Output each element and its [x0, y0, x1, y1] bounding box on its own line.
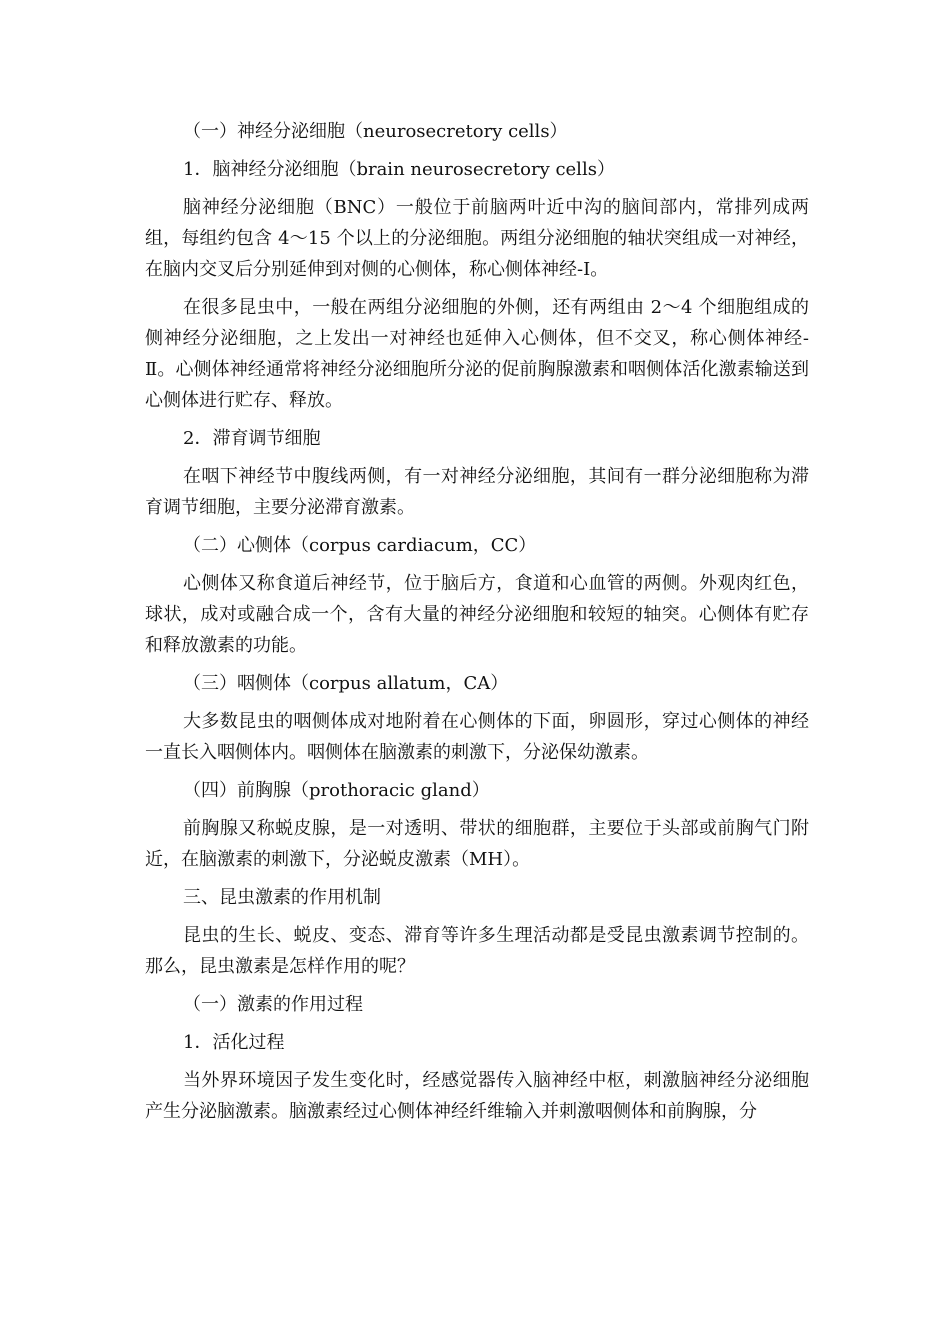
- body-paragraph: 大多数昆虫的咽侧体成对地附着在心侧体的下面，卵圆形，穿过心侧体的神经一直长入咽侧体内。咽侧体在脑激素的刺激下，分泌保幼激素。: [145, 711, 809, 763]
- subsection-heading: 1．脑神经分泌细胞（brain neurosecretory cells）: [183, 159, 615, 180]
- body-paragraph: 当外界环境因子发生变化时，经感觉器传入脑神经中枢，刺激脑神经分泌细胞产生分泌脑激素。脑激素经过心侧体神经纤维输入并刺激咽侧体和前胸腺，分: [145, 1070, 809, 1122]
- major-heading: 三、昆虫激素的作用机制: [183, 887, 381, 908]
- section-heading: （四）前胸腺（prothoracic gland）: [183, 780, 490, 801]
- subsection-heading: 1．活化过程: [183, 1032, 285, 1053]
- section-heading: （二）心侧体（corpus cardiacum，CC）: [183, 535, 537, 556]
- body-paragraph: 心侧体又称食道后神经节，位于脑后方，食道和心血管的两侧。外观肉红色，球状，成对或融合成一个，含有大量的神经分泌细胞和较短的轴突。心侧体有贮存和释放激素的功能。: [145, 573, 809, 656]
- body-paragraph: 前胸腺又称蜕皮腺，是一对透明、带状的细胞群，主要位于头部或前胸气门附近，在脑激素的刺激下，分泌蜕皮激素（MH）。: [145, 818, 809, 870]
- body-paragraph: 昆虫的生长、蜕皮、变态、滞育等许多生理活动都是受昆虫激素调节控制的。那么，昆虫激素是怎样作用的呢？: [145, 925, 809, 977]
- subsection-heading: 2．滞育调节细胞: [183, 428, 321, 449]
- document-page: [145, 116, 809, 1134]
- section-heading: （一）神经分泌细胞（neurosecretory cells）: [183, 121, 568, 142]
- body-paragraph: 在很多昆虫中，一般在两组分泌细胞的外侧，还有两组由 2～4 个细胞组成的侧神经分泌细胞，之上发出一对神经也延伸入心侧体，但不交叉，称心侧体神经-Ⅱ。心侧体神经通常将神经分泌细胞所分泌的促前胸腺激素和咽侧体活化激素输送到心侧体进行贮存、释放。: [145, 297, 809, 411]
- section-heading: （一）激素的作用过程: [183, 994, 363, 1015]
- section-heading: （三）咽侧体（corpus allatum，CA）: [183, 673, 509, 694]
- body-paragraph: 脑神经分泌细胞（BNC）一般位于前脑两叶近中沟的脑间部内，常排列成两组，每组约包含 4～15 个以上的分泌细胞。两组分泌细胞的轴状突组成一对神经，在脑内交叉后分别延伸到对侧的心侧体，称心侧体神经-Ⅰ。: [145, 197, 809, 280]
- body-paragraph: 在咽下神经节中腹线两侧，有一对神经分泌细胞，其间有一群分泌细胞称为滞育调节细胞，主要分泌滞育激素。: [145, 466, 809, 518]
